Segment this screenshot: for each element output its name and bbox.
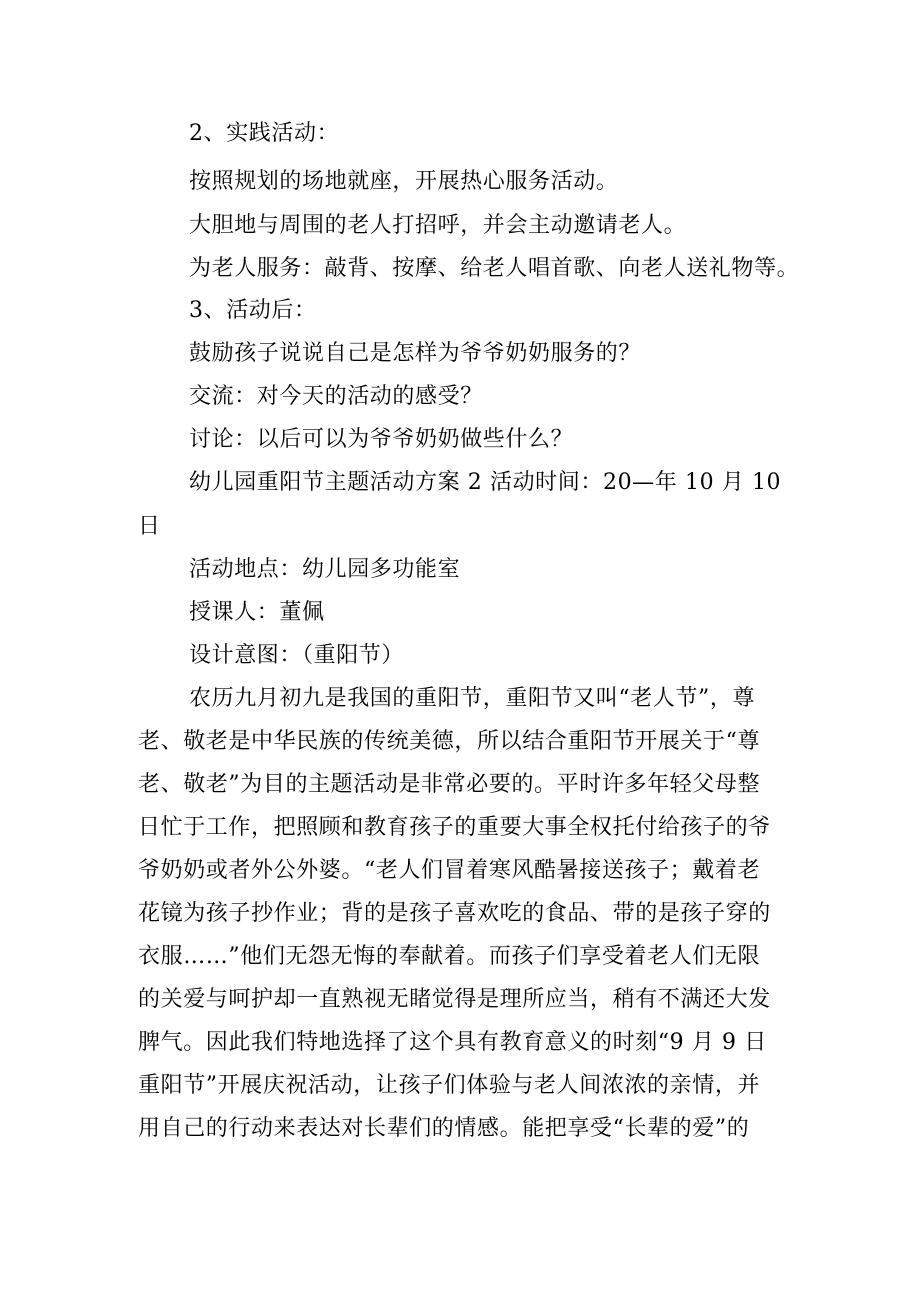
paragraph-line: 衣服……”他们无怨无悔的奉献着。而孩子们享受着老人们无限 [138, 944, 761, 969]
activity-location: 活动地点：幼儿园多功能室 [189, 557, 461, 582]
plan-title-line-continued: 日 [138, 514, 161, 539]
section-heading-after: 3、活动后： [189, 298, 317, 323]
paragraph-line: 爷奶奶或者外公外婆。“老人们冒着寒风酷暑接送孩子；戴着老 [138, 858, 761, 883]
instructor: 授课人：董佩 [189, 600, 325, 625]
paragraph-line: 花镜为孩子抄作业；背的是孩子喜欢吃的食品、带的是孩子穿的 [138, 901, 771, 926]
section-heading-practice: 2、实践活动： [189, 121, 340, 146]
paragraph-line: 老、敬老是中华民族的传统美德，所以结合重阳节开展关于“尊 [138, 729, 761, 754]
paragraph-line: 老、敬老”为目的主题活动是非常必要的。平时许多年轻父母整 [138, 772, 761, 797]
paragraph-line: 的关爱与呵护却一直熟视无睹觉得是理所应当，稍有不满还大发 [138, 987, 771, 1012]
text-line: 鼓励孩子说说自己是怎样为爷爷奶奶服务的？ [189, 341, 642, 366]
paragraph-line: 脾气。因此我们特地选择了这个具有教育意义的时刻“9 月 9 日 [138, 1030, 767, 1055]
paragraph-line: 农历九月初九是我国的重阳节，重阳节又叫“老人节”，尊 [189, 686, 756, 711]
paragraph-line: 用自己的行动来表达对长辈们的情感。能把享受“长辈的爱”的 [138, 1116, 750, 1141]
plan-title-line: 幼儿园重阳节主题活动方案 2 活动时间：20—年 10 月 10 [189, 470, 782, 495]
text-line: 大胆地与周围的老人打招呼，并会主动邀请老人。 [189, 213, 687, 238]
text-line: 讨论：以后可以为爷爷奶奶做些什么？ [189, 427, 574, 452]
design-intent-heading: 设计意图：（重阳节） [189, 643, 405, 668]
text-line: 为老人服务：敲背、按摩、给老人唱首歌、向老人送礼物等。 [189, 256, 800, 281]
text-line: 交流：对今天的活动的感受？ [189, 384, 483, 409]
text-line: 按照规划的场地就座，开展热心服务活动。 [189, 169, 619, 194]
paragraph-line: 日忙于工作，把照顾和教育孩子的重要大事全权托付给孩子的爷 [138, 815, 771, 840]
paragraph-line: 重阳节”开展庆祝活动，让孩子们体验与老人间浓浓的亲情，并 [138, 1073, 761, 1098]
